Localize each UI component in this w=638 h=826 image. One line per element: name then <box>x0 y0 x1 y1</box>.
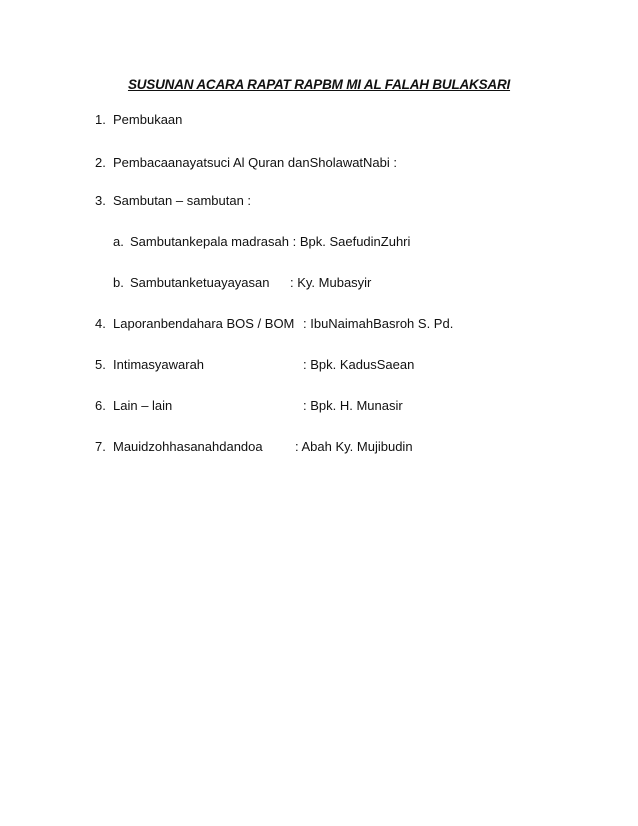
item-text: Lain – lain <box>113 398 173 413</box>
item-value: : Bpk. H. Munasir <box>303 398 403 413</box>
subitem-text: Sambutanketuayayasan <box>130 275 270 290</box>
item-value: : Abah Ky. Mujibudin <box>295 439 413 454</box>
item-number: 4. <box>95 316 106 331</box>
item-text: Mauidzohhasanahdandoa <box>113 439 263 454</box>
item-text: Intimasyawarah <box>113 357 205 372</box>
subitem-value: : Ky. Mubasyir <box>290 275 372 290</box>
item-text: Pembukaan <box>113 112 183 127</box>
item-number: 5. <box>95 357 106 372</box>
item-number: 6. <box>95 398 106 413</box>
subitem-letter: a. <box>113 234 124 249</box>
item-text: Laporanbendahara BOS / BOM <box>113 316 295 331</box>
item-value: : Bpk. KadusSaean <box>303 357 415 372</box>
item-number: 3. <box>95 193 106 208</box>
item-number: 1. <box>95 112 106 127</box>
item-text: Sambutan – sambutan : <box>113 193 252 208</box>
item-number: 7. <box>95 439 106 454</box>
subitem-letter: b. <box>113 275 124 290</box>
item-text: Pembacaanayatsuci Al Quran danSholawatNabi : <box>113 155 398 170</box>
subitem-text: Sambutankepala madrasah : Bpk. SaefudinZuhri <box>130 234 411 249</box>
item-number: 2. <box>95 155 106 170</box>
item-value: : IbuNaimahBasroh S. Pd. <box>303 316 454 331</box>
document-title: SUSUNAN ACARA RAPAT RAPBM MI AL FALAH BULAKSARI <box>127 77 511 92</box>
